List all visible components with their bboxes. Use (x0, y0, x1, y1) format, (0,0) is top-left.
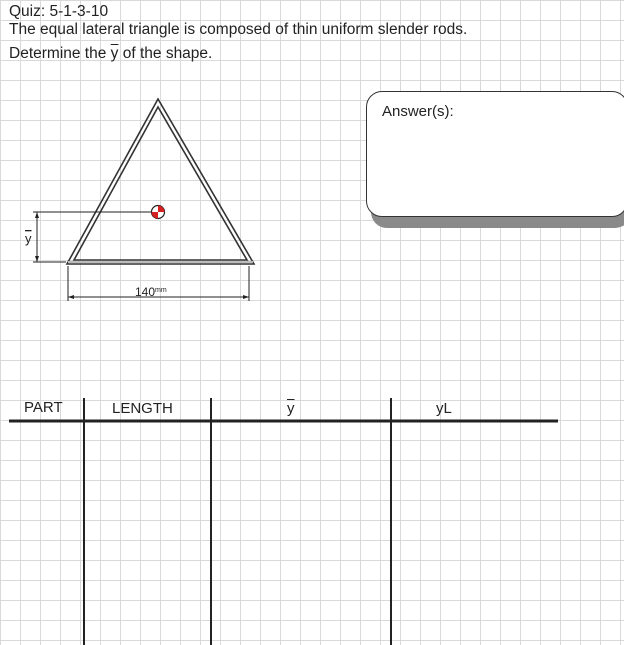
width-value: 140 (135, 285, 156, 299)
problem-statement: The equal lateral triangle is composed of thin uniform slender rods. (9, 21, 468, 38)
triangle-outer-edge (67, 99, 254, 264)
ybar-label: y (25, 231, 32, 246)
ybar-arrow-top (35, 212, 39, 218)
question-suffix: of the shape. (118, 45, 213, 62)
table-header-y: $\overline{y}$ (287, 400, 295, 417)
table-header-part: PART (24, 399, 63, 416)
table-header-length: LENGTH (112, 400, 173, 417)
answer-box[interactable] (366, 91, 624, 217)
width-unit: mm (155, 287, 167, 294)
width-arrow-left (68, 295, 74, 299)
triangle-inner-edge (74, 107, 247, 260)
ybar-arrow-bottom (35, 256, 39, 262)
centroid-symbol-icon (152, 206, 165, 219)
answer-label: Answer(s): (382, 103, 454, 120)
y-bar-symbol: $\overline{y}$ (110, 45, 119, 62)
width-arrow-right (243, 295, 249, 299)
quiz-title: Quiz: 5-1-3-10 (9, 3, 109, 20)
question-prefix: Determine the (9, 45, 111, 62)
table-header-yl: yL (436, 400, 452, 417)
